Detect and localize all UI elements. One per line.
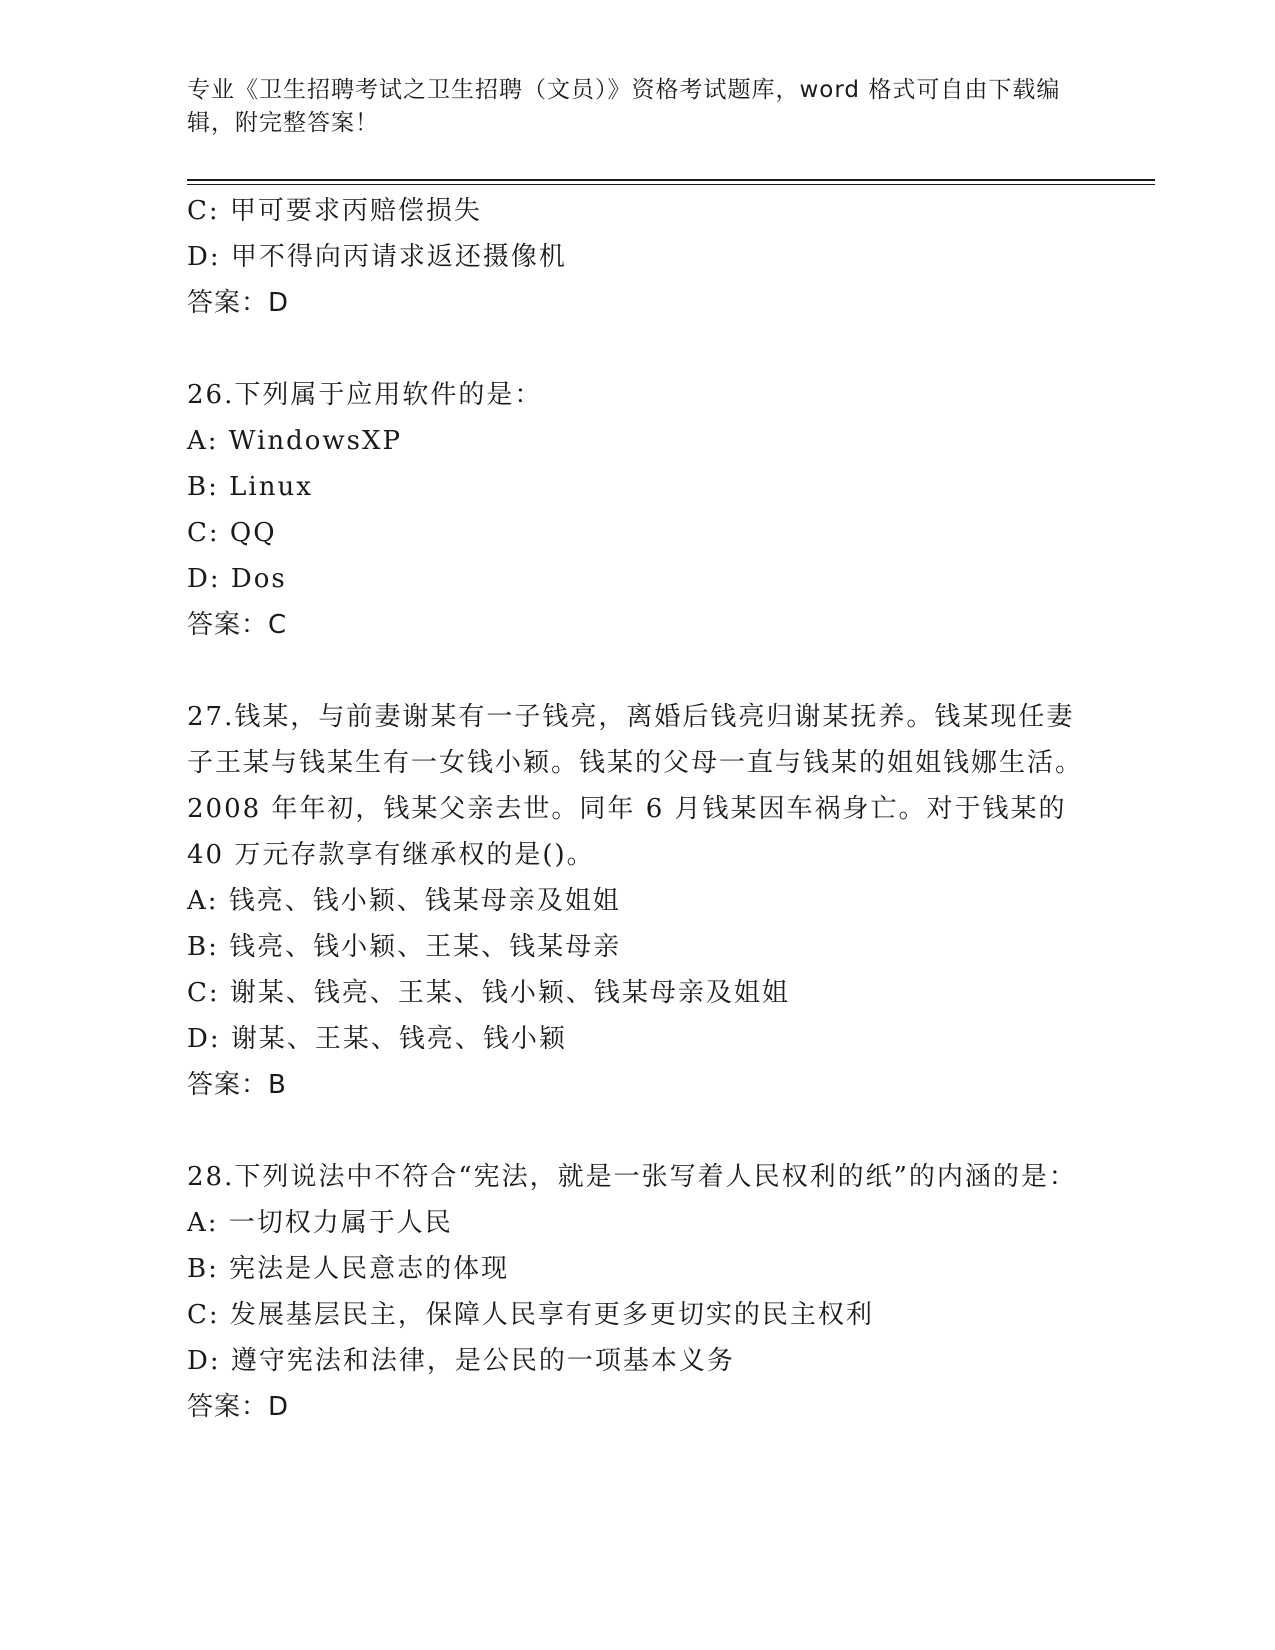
option-a: A: 一切权力属于人民 bbox=[187, 1208, 453, 1238]
spacer bbox=[187, 1108, 1087, 1154]
answer-line: 答案：D bbox=[187, 288, 290, 318]
option-a: A: 钱亮、钱小颖、钱某母亲及姐姐 bbox=[187, 886, 621, 916]
spacer bbox=[187, 648, 1087, 694]
option-d: D: Dos bbox=[187, 564, 287, 594]
header-divider-thin bbox=[187, 184, 1155, 185]
question-stem: 28.下列说法中不符合“宪法，就是一张写着人民权利的纸”的内涵的是： bbox=[187, 1162, 1077, 1192]
continued-question bbox=[187, 188, 1087, 326]
option-c: C: 发展基层民主，保障人民享有更多更切实的民主权利 bbox=[187, 1300, 874, 1330]
question-content bbox=[187, 188, 1087, 1430]
question-stem: 26.下列属于应用软件的是： bbox=[187, 380, 543, 410]
spacer bbox=[187, 326, 1087, 372]
option-d: D: 甲不得向丙请求返还摄像机 bbox=[187, 242, 567, 272]
document-header: 专业《卫生招聘考试之卫生招聘（文员）》资格考试题库，word 格式可自由下载编辑，附完整答案！ bbox=[187, 77, 1061, 136]
option-b: B: Linux bbox=[187, 472, 313, 502]
option-d: D: 遵守宪法和法律，是公民的一项基本义务 bbox=[187, 1346, 735, 1376]
question-26 bbox=[187, 372, 1087, 648]
question-stem: 27.钱某，与前妻谢某有一子钱亮，离婚后钱亮归谢某抚养。钱某现任妻子王某与钱某生有一女钱小颖。钱某的父母一直与钱某的姐姐钱娜生活。2008 年年初，钱某父亲去世。同年 6 月钱某因车祸身亡。对于钱某的 40 万元存款享有继承权的是()。 bbox=[187, 702, 1084, 870]
question-27 bbox=[187, 694, 1087, 1108]
option-b: B: 钱亮、钱小颖、王某、钱某母亲 bbox=[187, 932, 622, 962]
option-c: C: 甲可要求丙赔偿损失 bbox=[187, 196, 482, 226]
answer-line: 答案：B bbox=[187, 1070, 287, 1100]
option-a: A: WindowsXP bbox=[187, 426, 403, 456]
option-c: C: 谢某、钱亮、王某、钱小颖、钱某母亲及姐姐 bbox=[187, 978, 790, 1008]
answer-line: 答案：D bbox=[187, 1392, 290, 1422]
question-28 bbox=[187, 1154, 1087, 1430]
option-b: B: 宪法是人民意志的体现 bbox=[187, 1254, 510, 1284]
answer-line: 答案：C bbox=[187, 610, 288, 640]
header-divider-thick bbox=[187, 179, 1155, 181]
option-d: D: 谢某、王某、钱亮、钱小颖 bbox=[187, 1024, 567, 1054]
option-c: C: QQ bbox=[187, 518, 277, 548]
